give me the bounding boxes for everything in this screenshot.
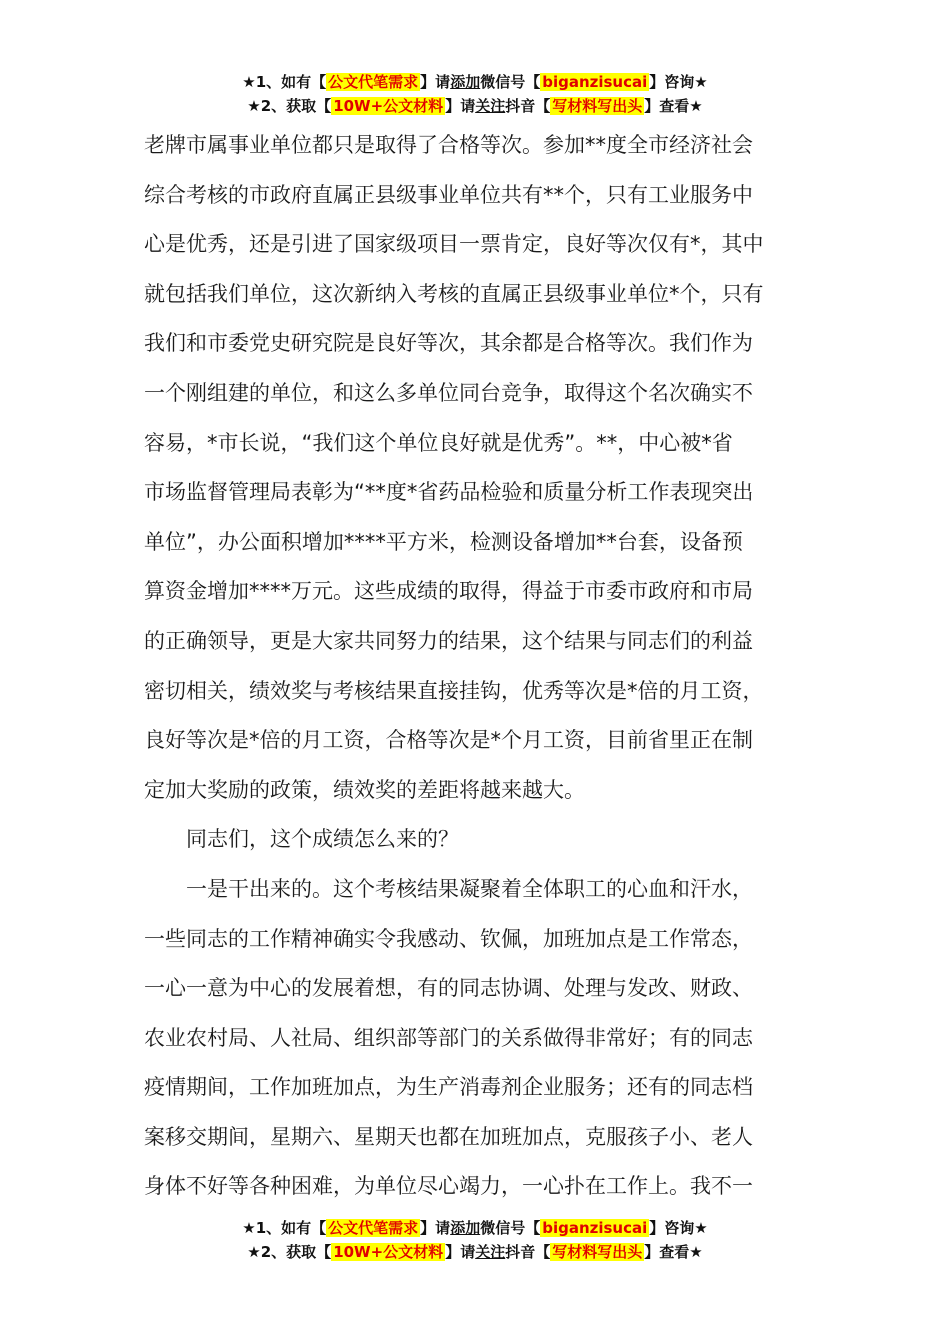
banner-line-1 bbox=[0, 70, 950, 94]
banner-highlight: 10W+公文材料 bbox=[333, 97, 444, 115]
text-line: 一些同志的工作精神确实令我感动、钦佩，加班加点是工作常态， bbox=[144, 926, 753, 951]
banner-underline: 添加 bbox=[450, 1219, 481, 1237]
banner-text: ★1、如有【 bbox=[242, 73, 327, 91]
text-line: 农业农村局、人社局、组织部等部门的关系做得非常好；有的同志 bbox=[144, 1025, 753, 1050]
banner-highlight: 公文代笔需求 bbox=[328, 73, 419, 91]
text-line: 定加大奖励的政策，绩效奖的差距将越来越大。 bbox=[144, 777, 585, 802]
banner-highlight: 公文代笔需求 bbox=[328, 1219, 419, 1237]
banner-line-2 bbox=[0, 94, 950, 118]
banner-text: ★2、获取【 bbox=[247, 1243, 332, 1261]
banner-underline: 关注 bbox=[475, 1243, 506, 1261]
paragraph-start-line: 同志们，这个成绩怎么来的？ bbox=[186, 827, 459, 852]
text-line: 单位”，办公面积增加****平方米，检测设备增加**台套，设备预 bbox=[144, 529, 743, 554]
banner-text: 】请 bbox=[445, 1243, 476, 1261]
document-body bbox=[144, 121, 808, 1212]
banner-text: 微信号【 bbox=[480, 73, 541, 91]
text-line: 我们和市委党史研究院是良好等次，其余都是合格等次。我们作为 bbox=[144, 331, 753, 356]
banner-highlight: 写材料写出头 bbox=[552, 97, 643, 115]
text-line: 良好等次是*倍的月工资，合格等次是*个月工资，目前省里正在制 bbox=[144, 728, 753, 753]
banner-text: 】查看★ bbox=[644, 97, 703, 115]
header-banner bbox=[0, 70, 950, 118]
banner-text: ★1、如有【 bbox=[242, 1219, 327, 1237]
text-line: 就包括我们单位，这次新纳入考核的直属正县级事业单位*个，只有 bbox=[144, 281, 764, 306]
banner-text: 抖音【 bbox=[505, 97, 551, 115]
text-line: 密切相关，绩效奖与考核结果直接挂钩，优秀等次是*倍的月工资， bbox=[144, 678, 764, 703]
banner-highlight: biganzisucai bbox=[542, 1219, 648, 1237]
banner-text: 微信号【 bbox=[480, 1219, 541, 1237]
text-line: 老牌市属事业单位都只是取得了合格等次。参加**度全市经济社会 bbox=[144, 133, 753, 157]
banner-underline: 关注 bbox=[475, 97, 506, 115]
text-line: 一心一意为中心的发展着想，有的同志协调、处理与发改、财政、 bbox=[144, 976, 753, 1001]
banner-text: 】请 bbox=[420, 1219, 451, 1237]
text-line: 案移交期间，星期六、星期天也都在加班加点，克服孩子小、老人 bbox=[144, 1124, 753, 1149]
text-line: 的正确领导，更是大家共同努力的结果，这个结果与同志们的利益 bbox=[144, 628, 753, 653]
text-line: 综合考核的市政府直属正县级事业单位共有**个，只有工业服务中 bbox=[144, 182, 753, 207]
paragraph-start-line: 一是干出来的。这个考核结果凝聚着全体职工的心血和汗水， bbox=[186, 876, 753, 901]
text-line: 疫情期间，工作加班加点，为生产消毒剂企业服务；还有的同志档 bbox=[144, 1075, 753, 1100]
banner-highlight: biganzisucai bbox=[542, 73, 648, 91]
text-line: 容易，*市长说，“我们这个单位良好就是优秀”。**，中心被*省 bbox=[144, 430, 733, 455]
banner-text: 】查看★ bbox=[644, 1243, 703, 1261]
banner-highlight: 写材料写出头 bbox=[552, 1243, 643, 1261]
text-line: 心是优秀，还是引进了国家级项目一票肯定，良好等次仅有*，其中 bbox=[144, 232, 764, 257]
banner-text: 】请 bbox=[445, 97, 476, 115]
text-line: 一个刚组建的单位，和这么多单位同台竞争，取得这个名次确实不 bbox=[144, 380, 753, 405]
banner-text: 抖音【 bbox=[505, 1243, 551, 1261]
banner-underline: 添加 bbox=[450, 73, 481, 91]
text-line: 算资金增加****万元。这些成绩的取得，得益于市委市政府和市局 bbox=[144, 579, 753, 604]
footer-banner bbox=[0, 1216, 950, 1264]
banner-highlight: 10W+公文材料 bbox=[333, 1243, 444, 1261]
banner-text: 】咨询★ bbox=[649, 1219, 708, 1237]
text-line: 身体不好等各种困难，为单位尽心竭力，一心扑在工作上。我不一 bbox=[144, 1174, 753, 1199]
banner-line-2 bbox=[0, 1240, 950, 1264]
banner-text: 】咨询★ bbox=[649, 73, 708, 91]
banner-text: 】请 bbox=[420, 73, 451, 91]
banner-line-1 bbox=[0, 1216, 950, 1240]
banner-text: ★2、获取【 bbox=[247, 97, 332, 115]
text-line: 市场监督管理局表彰为“**度*省药品检验和质量分析工作表现突出 bbox=[144, 480, 754, 505]
